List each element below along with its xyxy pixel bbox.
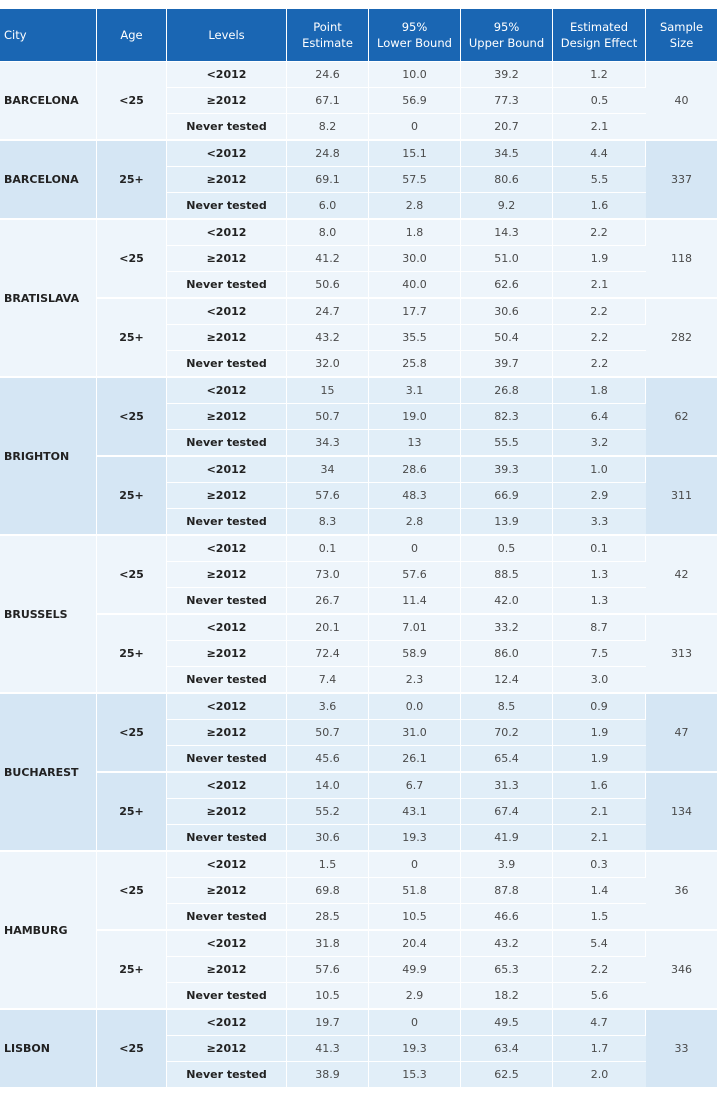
upper-bound-cell: 13.9 (461, 509, 553, 535)
point-estimate-cell: 73.0 (287, 562, 369, 588)
point-estimate-cell: 19.7 (287, 1009, 369, 1036)
upper-bound-cell: 26.8 (461, 377, 553, 404)
lower-bound-cell: 35.5 (369, 325, 461, 351)
table-row (0, 772, 717, 799)
level-cell: Never tested (167, 193, 287, 219)
point-estimate-cell: 6.0 (287, 193, 369, 219)
lower-bound-cell: 19.3 (369, 1036, 461, 1062)
upper-bound-cell: 46.6 (461, 904, 553, 930)
table-row (0, 930, 717, 957)
age-cell: 25+ (97, 614, 167, 693)
level-cell: ≥2012 (167, 957, 287, 983)
level-cell: ≥2012 (167, 720, 287, 746)
point-estimate-cell: 57.6 (287, 483, 369, 509)
point-estimate-cell: 32.0 (287, 351, 369, 377)
point-estimate-cell: 7.4 (287, 667, 369, 693)
level-cell: <2012 (167, 61, 287, 88)
design-effect-cell: 2.2 (553, 325, 646, 351)
point-estimate-cell: 30.6 (287, 825, 369, 851)
point-estimate-cell: 72.4 (287, 641, 369, 667)
lower-bound-cell: 19.0 (369, 404, 461, 430)
level-cell: Never tested (167, 114, 287, 140)
header-line: Design Effect (560, 36, 638, 50)
level-cell: ≥2012 (167, 641, 287, 667)
header-line: 95% (493, 20, 520, 34)
table-row (0, 377, 717, 404)
table-row (0, 614, 717, 641)
level-cell: <2012 (167, 851, 287, 878)
level-cell: ≥2012 (167, 878, 287, 904)
upper-bound-cell: 51.0 (461, 246, 553, 272)
upper-bound-cell: 77.3 (461, 88, 553, 114)
lower-bound-cell: 49.9 (369, 957, 461, 983)
header-upper-bound[interactable] (461, 9, 553, 61)
upper-bound-cell: 63.4 (461, 1036, 553, 1062)
point-estimate-cell: 34 (287, 456, 369, 483)
upper-bound-cell: 33.2 (461, 614, 553, 641)
lower-bound-cell: 10.0 (369, 61, 461, 88)
design-effect-cell: 1.3 (553, 562, 646, 588)
point-estimate-cell: 50.7 (287, 404, 369, 430)
upper-bound-cell: 43.2 (461, 930, 553, 957)
level-cell: ≥2012 (167, 88, 287, 114)
header-lower-bound[interactable] (369, 9, 461, 61)
upper-bound-cell: 82.3 (461, 404, 553, 430)
design-effect-cell: 2.2 (553, 957, 646, 983)
point-estimate-cell: 41.3 (287, 1036, 369, 1062)
design-effect-cell: 0.3 (553, 851, 646, 878)
point-estimate-cell: 28.5 (287, 904, 369, 930)
header-line: Estimate (302, 36, 353, 50)
upper-bound-cell: 30.6 (461, 298, 553, 325)
sample-size-cell: 47 (646, 693, 717, 772)
design-effect-cell: 4.7 (553, 1009, 646, 1036)
upper-bound-cell: 87.8 (461, 878, 553, 904)
design-effect-cell: 1.9 (553, 746, 646, 772)
lower-bound-cell: 3.1 (369, 377, 461, 404)
table-row (0, 535, 717, 562)
level-cell: <2012 (167, 377, 287, 404)
header-point-estimate[interactable] (287, 9, 369, 61)
table-body (0, 61, 717, 1088)
upper-bound-cell: 34.5 (461, 140, 553, 167)
design-effect-cell: 2.2 (553, 298, 646, 325)
level-cell: ≥2012 (167, 1036, 287, 1062)
header-age[interactable]: Age (97, 9, 167, 61)
header-line: Estimated (569, 20, 629, 34)
level-cell: Never tested (167, 667, 287, 693)
sample-size-cell: 337 (646, 140, 717, 219)
age-cell: 25+ (97, 456, 167, 535)
table-row (0, 1009, 717, 1036)
upper-bound-cell: 0.5 (461, 535, 553, 562)
design-effect-cell: 1.6 (553, 193, 646, 219)
upper-bound-cell: 70.2 (461, 720, 553, 746)
design-effect-cell: 0.1 (553, 535, 646, 562)
upper-bound-cell: 9.2 (461, 193, 553, 219)
point-estimate-cell: 31.8 (287, 930, 369, 957)
level-cell: <2012 (167, 298, 287, 325)
age-cell: 25+ (97, 140, 167, 219)
design-effect-cell: 1.6 (553, 772, 646, 799)
age-cell: <25 (97, 1009, 167, 1088)
upper-bound-cell: 49.5 (461, 1009, 553, 1036)
header-line: Lower Bound (377, 36, 452, 50)
lower-bound-cell: 19.3 (369, 825, 461, 851)
lower-bound-cell: 25.8 (369, 351, 461, 377)
lower-bound-cell: 20.4 (369, 930, 461, 957)
upper-bound-cell: 66.9 (461, 483, 553, 509)
upper-bound-cell: 42.0 (461, 588, 553, 614)
lower-bound-cell: 11.4 (369, 588, 461, 614)
design-effect-cell: 1.5 (553, 904, 646, 930)
sample-size-cell: 33 (646, 1009, 717, 1088)
design-effect-cell: 6.4 (553, 404, 646, 430)
level-cell: <2012 (167, 456, 287, 483)
lower-bound-cell: 57.6 (369, 562, 461, 588)
level-cell: ≥2012 (167, 562, 287, 588)
level-cell: Never tested (167, 430, 287, 456)
lower-bound-cell: 13 (369, 430, 461, 456)
lower-bound-cell: 58.9 (369, 641, 461, 667)
level-cell: <2012 (167, 140, 287, 167)
point-estimate-cell: 24.8 (287, 140, 369, 167)
point-estimate-cell: 8.2 (287, 114, 369, 140)
point-estimate-cell: 50.6 (287, 272, 369, 298)
table-row (0, 140, 717, 167)
level-cell: <2012 (167, 219, 287, 246)
level-cell: <2012 (167, 772, 287, 799)
sample-size-cell: 313 (646, 614, 717, 693)
level-cell: ≥2012 (167, 483, 287, 509)
lower-bound-cell: 1.8 (369, 219, 461, 246)
lower-bound-cell: 0.0 (369, 693, 461, 720)
upper-bound-cell: 12.4 (461, 667, 553, 693)
sample-size-cell: 36 (646, 851, 717, 930)
lower-bound-cell: 56.9 (369, 88, 461, 114)
upper-bound-cell: 39.3 (461, 456, 553, 483)
level-cell: Never tested (167, 983, 287, 1009)
point-estimate-cell: 10.5 (287, 983, 369, 1009)
upper-bound-cell: 62.6 (461, 272, 553, 298)
lower-bound-cell: 2.8 (369, 509, 461, 535)
lower-bound-cell: 17.7 (369, 298, 461, 325)
upper-bound-cell: 62.5 (461, 1062, 553, 1088)
header-line: Upper Bound (468, 36, 545, 50)
lower-bound-cell: 0 (369, 535, 461, 562)
point-estimate-cell: 14.0 (287, 772, 369, 799)
point-estimate-cell: 50.7 (287, 720, 369, 746)
city-cell: BRIGHTON (0, 377, 97, 535)
level-cell: ≥2012 (167, 325, 287, 351)
table-row (0, 693, 717, 720)
level-cell: ≥2012 (167, 167, 287, 193)
level-cell: Never tested (167, 904, 287, 930)
design-effect-cell: 1.4 (553, 878, 646, 904)
header-line: 95% (401, 20, 428, 34)
table-row (0, 219, 717, 246)
upper-bound-cell: 55.5 (461, 430, 553, 456)
table-row (0, 61, 717, 88)
header-row (0, 9, 717, 61)
header-sample-size[interactable] (646, 9, 717, 61)
design-effect-cell: 0.5 (553, 88, 646, 114)
design-effect-cell: 1.2 (553, 61, 646, 88)
lower-bound-cell: 2.9 (369, 983, 461, 1009)
lower-bound-cell: 31.0 (369, 720, 461, 746)
header-city[interactable]: City (0, 9, 97, 61)
design-effect-cell: 1.9 (553, 720, 646, 746)
design-effect-cell: 2.1 (553, 114, 646, 140)
point-estimate-cell: 15 (287, 377, 369, 404)
lower-bound-cell: 28.6 (369, 456, 461, 483)
level-cell: Never tested (167, 351, 287, 377)
sample-size-cell: 62 (646, 377, 717, 456)
level-cell: Never tested (167, 272, 287, 298)
design-effect-cell: 1.7 (553, 1036, 646, 1062)
sample-size-cell: 118 (646, 219, 717, 298)
design-effect-cell: 1.0 (553, 456, 646, 483)
upper-bound-cell: 86.0 (461, 641, 553, 667)
city-cell: BUCHAREST (0, 693, 97, 851)
point-estimate-cell: 8.0 (287, 219, 369, 246)
design-effect-cell: 2.0 (553, 1062, 646, 1088)
upper-bound-cell: 20.7 (461, 114, 553, 140)
point-estimate-cell: 24.6 (287, 61, 369, 88)
design-effect-cell: 5.6 (553, 983, 646, 1009)
age-cell: <25 (97, 61, 167, 140)
lower-bound-cell: 26.1 (369, 746, 461, 772)
age-cell: 25+ (97, 930, 167, 1009)
design-effect-cell: 4.4 (553, 140, 646, 167)
header-line: Point (313, 20, 342, 34)
design-effect-cell: 3.3 (553, 509, 646, 535)
upper-bound-cell: 50.4 (461, 325, 553, 351)
design-effect-cell: 7.5 (553, 641, 646, 667)
design-effect-cell: 5.4 (553, 930, 646, 957)
design-effect-cell: 2.1 (553, 825, 646, 851)
point-estimate-cell: 67.1 (287, 88, 369, 114)
header-line: Sample (659, 20, 704, 34)
lower-bound-cell: 30.0 (369, 246, 461, 272)
table-row (0, 456, 717, 483)
upper-bound-cell: 67.4 (461, 799, 553, 825)
upper-bound-cell: 80.6 (461, 167, 553, 193)
lower-bound-cell: 0 (369, 114, 461, 140)
lower-bound-cell: 0 (369, 851, 461, 878)
level-cell: <2012 (167, 1009, 287, 1036)
point-estimate-cell: 69.8 (287, 878, 369, 904)
upper-bound-cell: 39.7 (461, 351, 553, 377)
level-cell: Never tested (167, 1062, 287, 1088)
point-estimate-cell: 38.9 (287, 1062, 369, 1088)
level-cell: Never tested (167, 588, 287, 614)
sample-size-cell: 42 (646, 535, 717, 614)
lower-bound-cell: 57.5 (369, 167, 461, 193)
point-estimate-cell: 57.6 (287, 957, 369, 983)
design-effect-cell: 2.2 (553, 219, 646, 246)
results-table (0, 9, 717, 1088)
point-estimate-cell: 45.6 (287, 746, 369, 772)
design-effect-cell: 2.1 (553, 799, 646, 825)
lower-bound-cell: 15.1 (369, 140, 461, 167)
upper-bound-cell: 88.5 (461, 562, 553, 588)
design-effect-cell: 1.9 (553, 246, 646, 272)
age-cell: <25 (97, 219, 167, 298)
header-design-effect[interactable] (553, 9, 646, 61)
lower-bound-cell: 0 (369, 1009, 461, 1036)
age-cell: <25 (97, 377, 167, 456)
upper-bound-cell: 18.2 (461, 983, 553, 1009)
city-cell: BARCELONA (0, 61, 97, 140)
point-estimate-cell: 55.2 (287, 799, 369, 825)
point-estimate-cell: 1.5 (287, 851, 369, 878)
age-cell: <25 (97, 535, 167, 614)
point-estimate-cell: 24.7 (287, 298, 369, 325)
lower-bound-cell: 2.8 (369, 193, 461, 219)
sample-size-cell: 282 (646, 298, 717, 377)
point-estimate-cell: 41.2 (287, 246, 369, 272)
level-cell: Never tested (167, 825, 287, 851)
header-levels[interactable]: Levels (167, 9, 287, 61)
point-estimate-cell: 43.2 (287, 325, 369, 351)
city-cell: BRATISLAVA (0, 219, 97, 377)
lower-bound-cell: 10.5 (369, 904, 461, 930)
point-estimate-cell: 0.1 (287, 535, 369, 562)
city-cell: LISBON (0, 1009, 97, 1088)
city-cell: BARCELONA (0, 140, 97, 219)
level-cell: ≥2012 (167, 246, 287, 272)
design-effect-cell: 8.7 (553, 614, 646, 641)
upper-bound-cell: 65.4 (461, 746, 553, 772)
level-cell: ≥2012 (167, 799, 287, 825)
design-effect-cell: 1.8 (553, 377, 646, 404)
level-cell: <2012 (167, 614, 287, 641)
city-cell: HAMBURG (0, 851, 97, 1009)
city-cell: BRUSSELS (0, 535, 97, 693)
sample-size-cell: 346 (646, 930, 717, 1009)
design-effect-cell: 5.5 (553, 167, 646, 193)
age-cell: 25+ (97, 298, 167, 377)
point-estimate-cell: 26.7 (287, 588, 369, 614)
design-effect-cell: 2.9 (553, 483, 646, 509)
lower-bound-cell: 48.3 (369, 483, 461, 509)
table-row (0, 851, 717, 878)
level-cell: ≥2012 (167, 404, 287, 430)
upper-bound-cell: 41.9 (461, 825, 553, 851)
design-effect-cell: 0.9 (553, 693, 646, 720)
design-effect-cell: 2.1 (553, 272, 646, 298)
level-cell: Never tested (167, 509, 287, 535)
level-cell: <2012 (167, 930, 287, 957)
header-line: Size (669, 36, 694, 50)
age-cell: <25 (97, 693, 167, 772)
point-estimate-cell: 3.6 (287, 693, 369, 720)
point-estimate-cell: 20.1 (287, 614, 369, 641)
upper-bound-cell: 31.3 (461, 772, 553, 799)
table-row (0, 298, 717, 325)
design-effect-cell: 3.2 (553, 430, 646, 456)
lower-bound-cell: 2.3 (369, 667, 461, 693)
sample-size-cell: 40 (646, 61, 717, 140)
age-cell: <25 (97, 851, 167, 930)
design-effect-cell: 2.2 (553, 351, 646, 377)
upper-bound-cell: 8.5 (461, 693, 553, 720)
design-effect-cell: 3.0 (553, 667, 646, 693)
sample-size-cell: 134 (646, 772, 717, 851)
upper-bound-cell: 39.2 (461, 61, 553, 88)
level-cell: <2012 (167, 535, 287, 562)
age-cell: 25+ (97, 772, 167, 851)
lower-bound-cell: 51.8 (369, 878, 461, 904)
lower-bound-cell: 15.3 (369, 1062, 461, 1088)
upper-bound-cell: 3.9 (461, 851, 553, 878)
upper-bound-cell: 65.3 (461, 957, 553, 983)
lower-bound-cell: 43.1 (369, 799, 461, 825)
point-estimate-cell: 69.1 (287, 167, 369, 193)
lower-bound-cell: 40.0 (369, 272, 461, 298)
point-estimate-cell: 8.3 (287, 509, 369, 535)
level-cell: Never tested (167, 746, 287, 772)
design-effect-cell: 1.3 (553, 588, 646, 614)
point-estimate-cell: 34.3 (287, 430, 369, 456)
lower-bound-cell: 6.7 (369, 772, 461, 799)
lower-bound-cell: 7.01 (369, 614, 461, 641)
sample-size-cell: 311 (646, 456, 717, 535)
upper-bound-cell: 14.3 (461, 219, 553, 246)
level-cell: <2012 (167, 693, 287, 720)
